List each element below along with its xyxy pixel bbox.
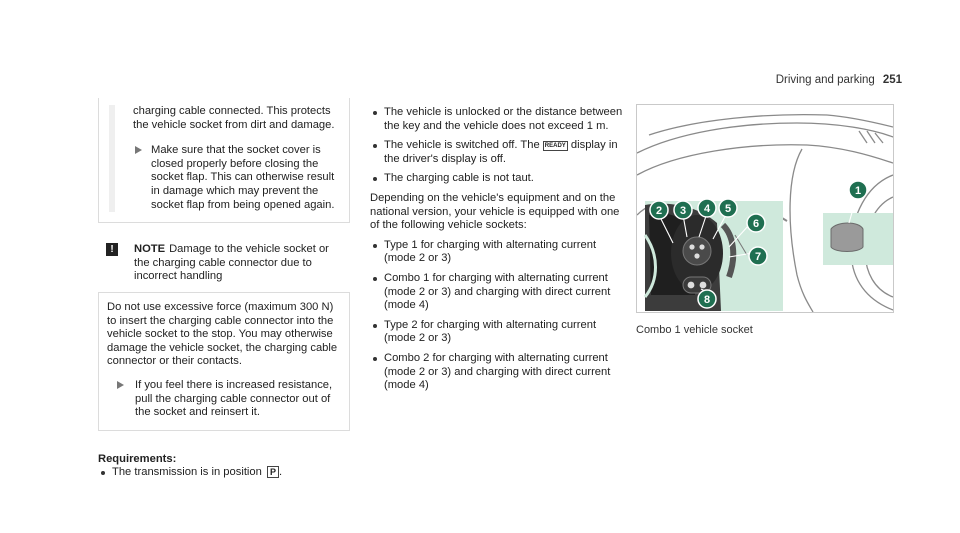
requirements-title: Requirements:: [98, 452, 177, 465]
requirements: [98, 453, 350, 480]
callout-1-label: 1: [854, 185, 862, 197]
section-title: Driving and parking: [775, 74, 875, 86]
dc-pin-a: [688, 282, 695, 289]
condition-item: [370, 172, 624, 186]
bullet-icon: [373, 277, 377, 281]
requirement-item: [98, 466, 350, 480]
socket-type-item: [370, 239, 624, 266]
note-title: Damage to the vehicle socket or the charging cable connector due to incorrect handling: [134, 243, 329, 283]
callout-6: [747, 214, 765, 232]
socket-type-text: Combo 2 for charging with alternating current (mode 2 or 3) and charging with direct current (mode 4): [384, 351, 611, 392]
socket-type-text: Combo 1 for charging with alternating current (mode 2 or 3) and charging with direct current (mode 4): [384, 271, 611, 312]
callout-3-label: 3: [679, 205, 687, 217]
note-box: [98, 292, 350, 431]
pin-c: [694, 253, 699, 258]
callout-3: [674, 201, 692, 219]
socket-type-text: Type 2 for charging with alternating current (mode 2 or 3): [384, 318, 597, 345]
condition-text: The vehicle is unlocked or the distance between the key and the vehicle does not exceed 1 m.: [384, 106, 623, 132]
pin-b: [699, 244, 704, 249]
bullet-icon: [373, 144, 377, 148]
instruction-item: [133, 144, 341, 212]
note-heading: [98, 243, 350, 284]
requirement-suffix: .: [278, 466, 283, 479]
left-column: [98, 98, 350, 480]
ac-socket-pins: [683, 237, 711, 265]
callout-4: [698, 199, 716, 217]
condition-text: The vehicle is switched off. The: [384, 139, 540, 152]
charging-cable-note-box: [98, 98, 350, 223]
car-illustration: [637, 105, 893, 312]
callout-7: [749, 247, 767, 265]
note-instruction: [107, 379, 341, 420]
pin-a: [689, 244, 694, 249]
arrow-right-icon: [135, 146, 142, 154]
continued-block: [109, 105, 341, 212]
bullet-icon: [373, 324, 377, 328]
socket-type-item: [370, 352, 624, 393]
requirement-text: The transmission is in position: [112, 466, 262, 479]
callout-5-label: 5: [724, 203, 732, 215]
callout-6-label: 6: [752, 218, 760, 230]
note-label: NOTE: [134, 243, 166, 256]
socket-flap: [831, 223, 863, 252]
callout-2: [650, 201, 668, 219]
callout-8-label: 8: [703, 294, 711, 306]
socket-type-text: Type 1 for charging with alternating current (mode 2 or 3): [384, 238, 597, 265]
continued-text: charging cable connected. This protects the vehicle socket from dirt and damage.: [133, 105, 335, 131]
callout-7-label: 7: [754, 251, 762, 263]
condition-item: [370, 106, 624, 133]
instruction-text: Make sure that the socket cover is closed properly before closing the socket flap. This can otherwise result in damage which may prevent the socket flap from being opened again.: [151, 144, 335, 211]
arrow-right-icon: [117, 381, 124, 389]
dc-pin-b: [700, 282, 707, 289]
socket-type-item: [370, 319, 624, 346]
gear-p-icon: P: [267, 466, 279, 478]
note-instruction-text: If you feel there is increased resistance, pull the charging cable connector out of the socket and reinsert it.: [135, 378, 333, 419]
middle-column: [370, 106, 624, 399]
callout-2-label: 2: [655, 205, 663, 217]
figure-caption: Combo 1 vehicle socket: [636, 324, 753, 336]
callout-1: [849, 181, 867, 199]
callout-8: [698, 290, 716, 308]
page-header: [776, 74, 902, 88]
bullet-icon: [373, 177, 377, 181]
socket-intro-paragraph: Depending on the vehicle's equipment and on the national version, your vehicle is equipped with one of the following vehicle sockets:: [370, 191, 620, 232]
condition-text-suffix: display in the driver's display is off.: [384, 139, 618, 165]
bullet-icon: [373, 357, 377, 361]
vehicle-socket-figure: [636, 104, 894, 313]
callout-4-label: 4: [703, 203, 711, 215]
bullet-icon: [101, 471, 105, 475]
ready-indicator-icon: READY: [544, 143, 566, 150]
callout-5: [719, 199, 737, 217]
bullet-icon: [373, 244, 377, 248]
page-number: 251: [882, 74, 902, 86]
exclamation-icon: !: [106, 243, 118, 256]
condition-text: The charging cable is not taut.: [384, 172, 534, 185]
condition-item: [370, 139, 624, 166]
bullet-icon: [373, 111, 377, 115]
socket-type-item: [370, 272, 624, 313]
note-body: Do not use excessive force (maximum 300 N) to insert the charging cable connector into the vehicle socket to the stop. You may otherwise damage the vehicle socket, the charging cable connector or their contacts.: [107, 300, 338, 368]
